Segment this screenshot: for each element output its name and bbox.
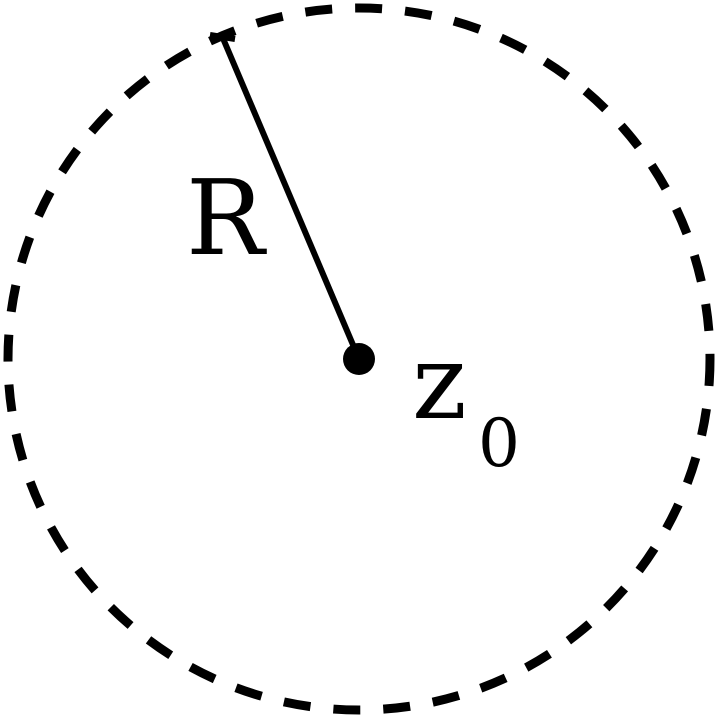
center-point	[343, 343, 375, 375]
radius-label: R	[186, 157, 265, 279]
center-label-base: z	[412, 321, 467, 443]
center-label-subscript: 0	[478, 405, 520, 482]
radius-end-tick	[210, 35, 235, 39]
